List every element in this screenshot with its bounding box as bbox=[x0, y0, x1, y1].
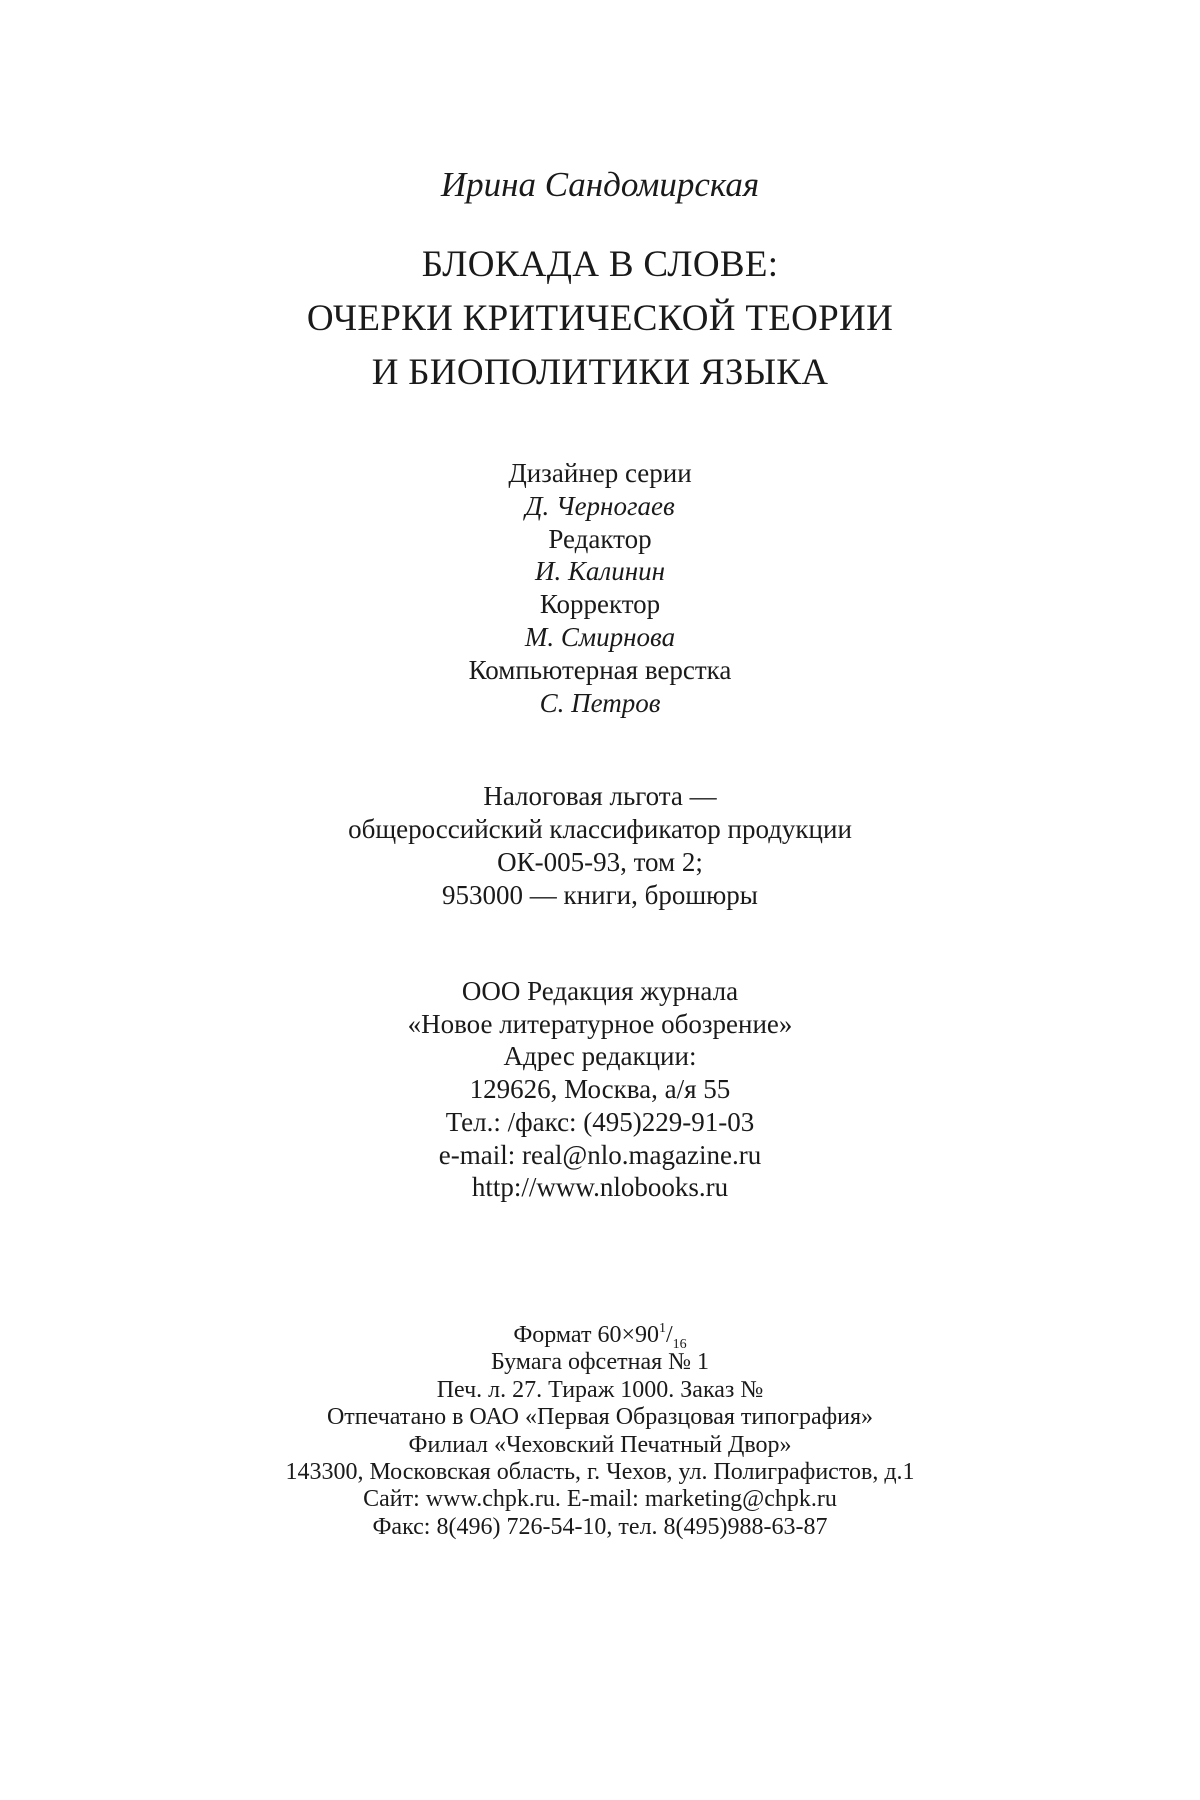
publisher-info bbox=[0, 975, 1200, 1204]
publisher-line: 129626, Москва, а/я 55 bbox=[469, 1074, 731, 1105]
imprint-line: 143300, Московская область, г. Чехов, ул. Полиграфистов, д.1 bbox=[285, 1459, 915, 1486]
title-line: И БИОПОЛИТИКИ ЯЗЫКА bbox=[371, 352, 829, 393]
credits-list bbox=[0, 457, 1200, 719]
tax-line: ОК-005-93, том 2; bbox=[497, 847, 703, 877]
tax-line: общероссийский классификатор продукции bbox=[348, 814, 852, 844]
credit-role: Компьютерная верстка bbox=[468, 654, 732, 685]
book-title bbox=[0, 238, 1200, 400]
format-prefix: Формат 60×90 bbox=[513, 1322, 659, 1348]
credit-person: Д. Черногаев bbox=[525, 490, 675, 521]
imprint-line: Сайт: www.chpk.ru. E-mail: marketing@chpk.ru bbox=[363, 1486, 837, 1513]
imprint-line: Филиал «Чеховский Печатный Двор» bbox=[408, 1431, 792, 1458]
author-name: Ирина Сандомирская bbox=[440, 165, 760, 204]
imprint-line: Отпечатано в ОАО «Первая Образцовая типография» bbox=[326, 1404, 874, 1431]
credit-role: Корректор bbox=[539, 589, 661, 620]
credit-person: И. Калинин bbox=[535, 556, 665, 587]
title-line: ОЧЕРКИ КРИТИЧЕСКОЙ ТЕОРИИ bbox=[306, 298, 894, 339]
credit-person: С. Петров bbox=[539, 687, 661, 718]
tax-exemption-note bbox=[0, 780, 1200, 912]
tax-line: Налоговая льгота — bbox=[483, 781, 717, 811]
publisher-website: http://www.nlobooks.ru bbox=[471, 1172, 729, 1203]
credit-person: М. Смирнова bbox=[524, 621, 676, 652]
imprint-line: Факс: 8(496) 726-54-10, тел. 8(495)988-63-87 bbox=[372, 1513, 828, 1540]
imprint-line: Бумага офсетная № 1 bbox=[490, 1349, 710, 1376]
publisher-line: «Новое литературное обозрение» bbox=[407, 1008, 793, 1039]
imprint-line: Печ. л. 27. Тираж 1000. Заказ № bbox=[436, 1376, 764, 1403]
title-line: БЛОКАДА В СЛОВЕ: bbox=[421, 244, 779, 285]
publisher-line: ООО Редакция журнала bbox=[461, 976, 739, 1006]
format-denominator: 16 bbox=[672, 1337, 687, 1352]
format-numerator: 1 bbox=[659, 1321, 666, 1336]
printing-imprint bbox=[0, 1322, 1200, 1541]
publisher-email: e-mail: real@nlo.magazine.ru bbox=[438, 1139, 762, 1170]
publisher-line: Тел.: /факс: (495)229-91-03 bbox=[445, 1106, 755, 1137]
format-slash: / bbox=[666, 1322, 673, 1348]
credit-role: Редактор bbox=[548, 523, 652, 554]
tax-line: 953000 — книги, брошюры bbox=[442, 880, 758, 910]
format-line bbox=[0, 1321, 1200, 1352]
publisher-line: Адрес редакции: bbox=[503, 1041, 697, 1072]
credit-role: Дизайнер серии bbox=[508, 458, 692, 488]
